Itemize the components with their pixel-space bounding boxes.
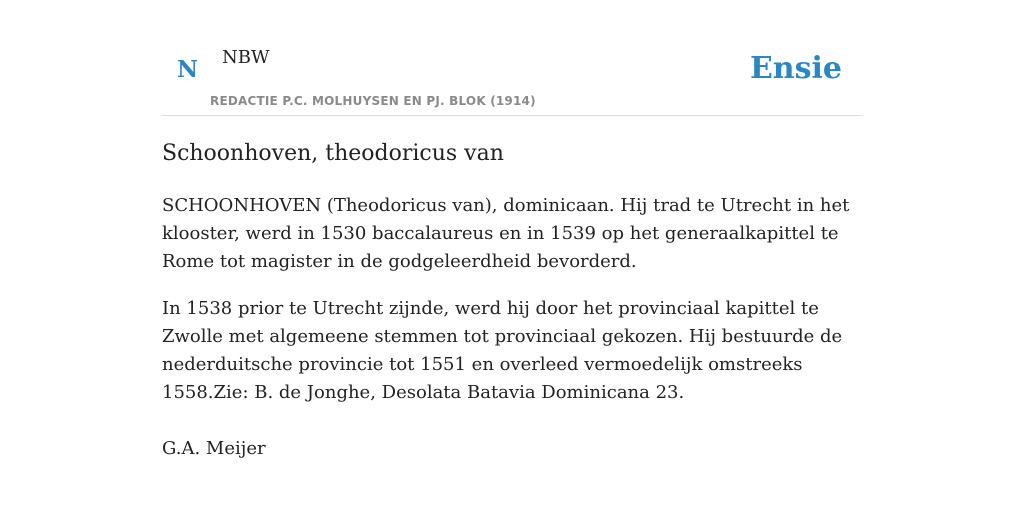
brand-logo[interactable]: Ensie	[749, 51, 842, 86]
source-editors: REDACTIE P.C. MOLHUYSEN EN PJ. BLOK (1914)	[210, 94, 536, 108]
source-logo-icon: N	[177, 56, 199, 83]
page-container	[162, 0, 862, 459]
article-paragraph-1: SCHOONHOVEN (Theodoricus van), dominicaan. Hij trad te Utrecht in het klooster, werd in 1530 baccalaureus en in 1539 op het generaalkapittel te Rome tot magister in de godgeleerdheid bevorderd.	[162, 195, 850, 272]
article-paragraph-2: In 1538 prior te Utrecht zijnde, werd hij door het provinciaal kapittel te Zwolle met algemeene stemmen tot provinciaal gekozen. Hij bestuurde de nederduitsche provincie tot 1551 en overleed vermoedelijk omstreeks 1558.Zie: B. de Jonghe, Desolata Batavia Dominicana 23.	[162, 298, 843, 403]
source-name[interactable]: NBW	[222, 47, 270, 68]
page-title: Schoonhoven, theodoricus van	[162, 141, 504, 166]
article-header	[162, 0, 862, 116]
article-author: G.A. Meijer	[162, 438, 266, 459]
